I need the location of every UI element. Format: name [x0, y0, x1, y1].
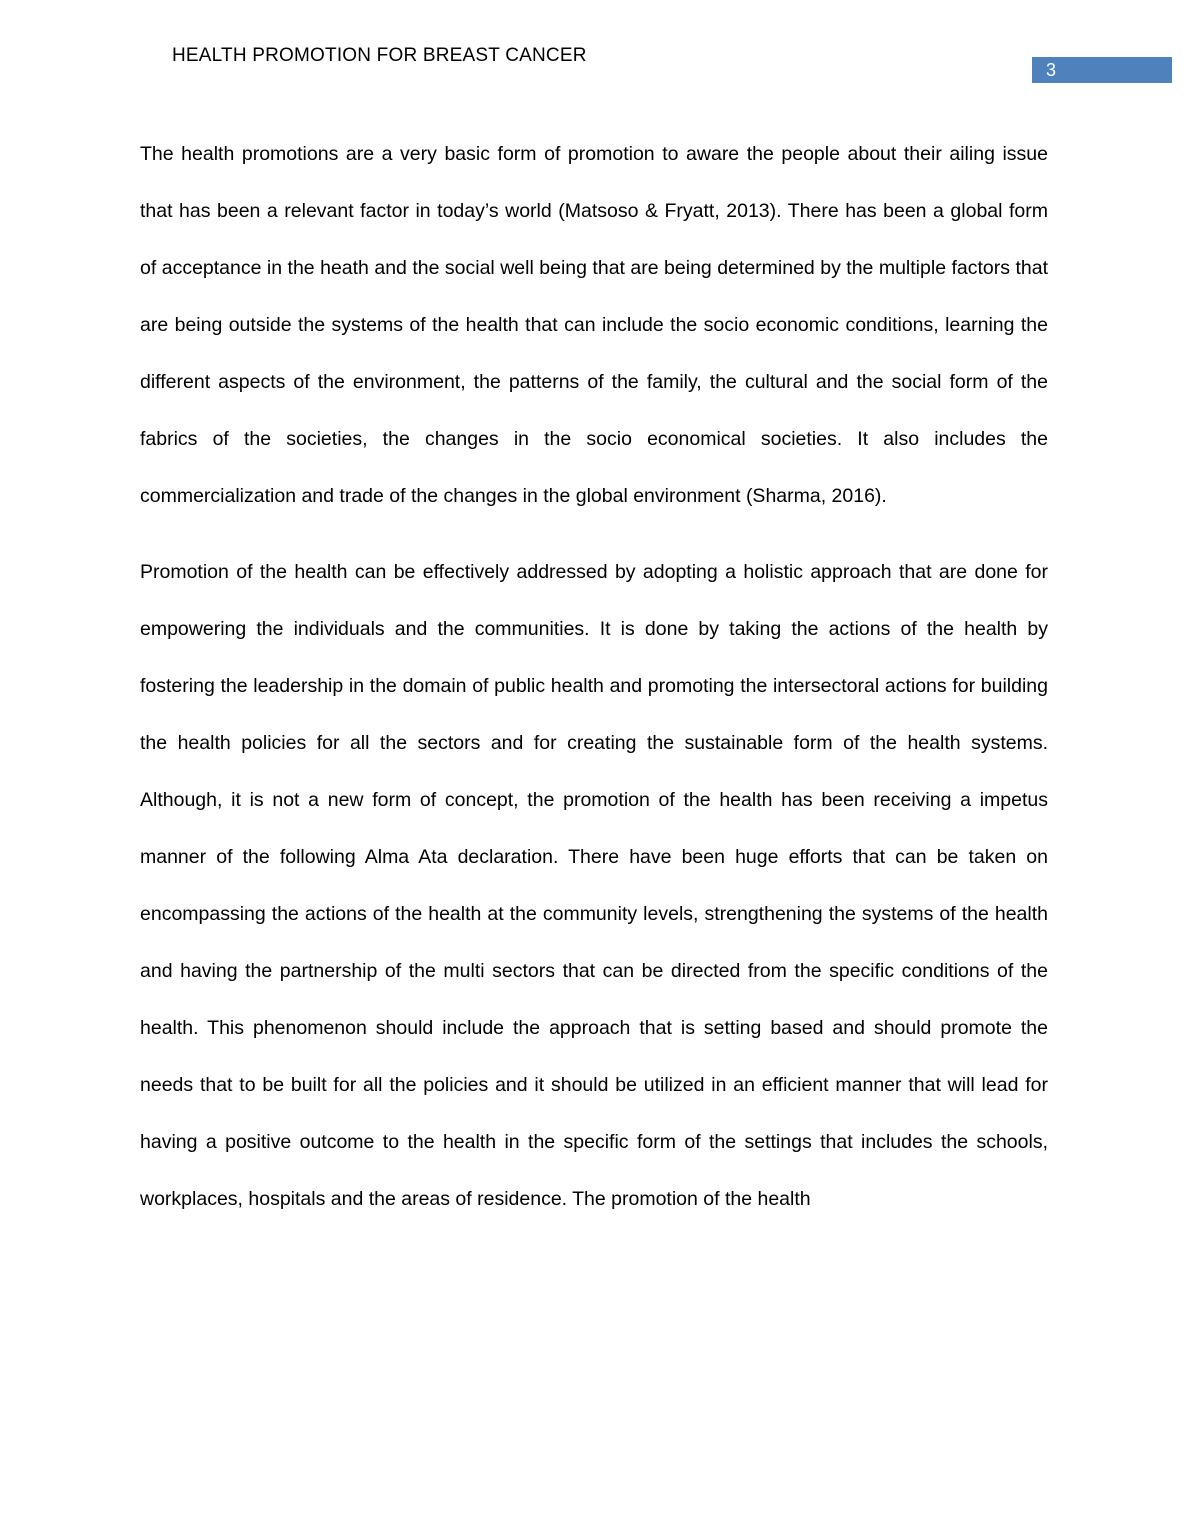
paragraph-1: The health promotions are a very basic form of promotion to aware the people about their ailing issue that has been a relevant factor in today’s world (Matsoso & Fryatt, 2013). There has been a global form of acceptance in the heath and the social well being that are being determined by the multiple factors that are being outside the systems of the health that can include the socio economic conditions, learning the different aspects of the environment, the patterns of the family, the cultural and the social form of the fabrics of the societies, the changes in the socio economical societies. It also includes the commercialization and trade of the changes in the global environment (Sharma, 2016).: [140, 143, 1048, 507]
running-head: HEALTH PROMOTION FOR BREAST CANCER: [172, 45, 587, 66]
page-number-badge: [1032, 57, 1172, 83]
paragraph-2: Promotion of the health can be effectively addressed by adopting a holistic approach that are done for empowering the individuals and the communities. It is done by taking the actions of the health by fostering the leadership in the domain of public health and promoting the intersectoral actions for building the health policies for all the sectors and for creating the sustainable form of the health systems. Although, it is not a new form of concept, the promotion of the health has been receiving a impetus manner of the following Alma Ata declaration. There have been huge efforts that can be taken on encompassing the actions of the health at the community levels, strengthening the systems of the health and having the partnership of the multi sectors that can be directed from the specific conditions of the health. This phenomenon should include the approach that is setting based and should promote the needs that to be built for all the policies and it should be utilized in an efficient manner that will lead for having a positive outcome to the health in the specific form of the settings that includes the schools, workplaces, hospitals and the areas of residence. The promotion of the health: [140, 561, 1048, 1210]
page-number: 3: [1046, 60, 1057, 80]
body-text: [140, 126, 1048, 1228]
